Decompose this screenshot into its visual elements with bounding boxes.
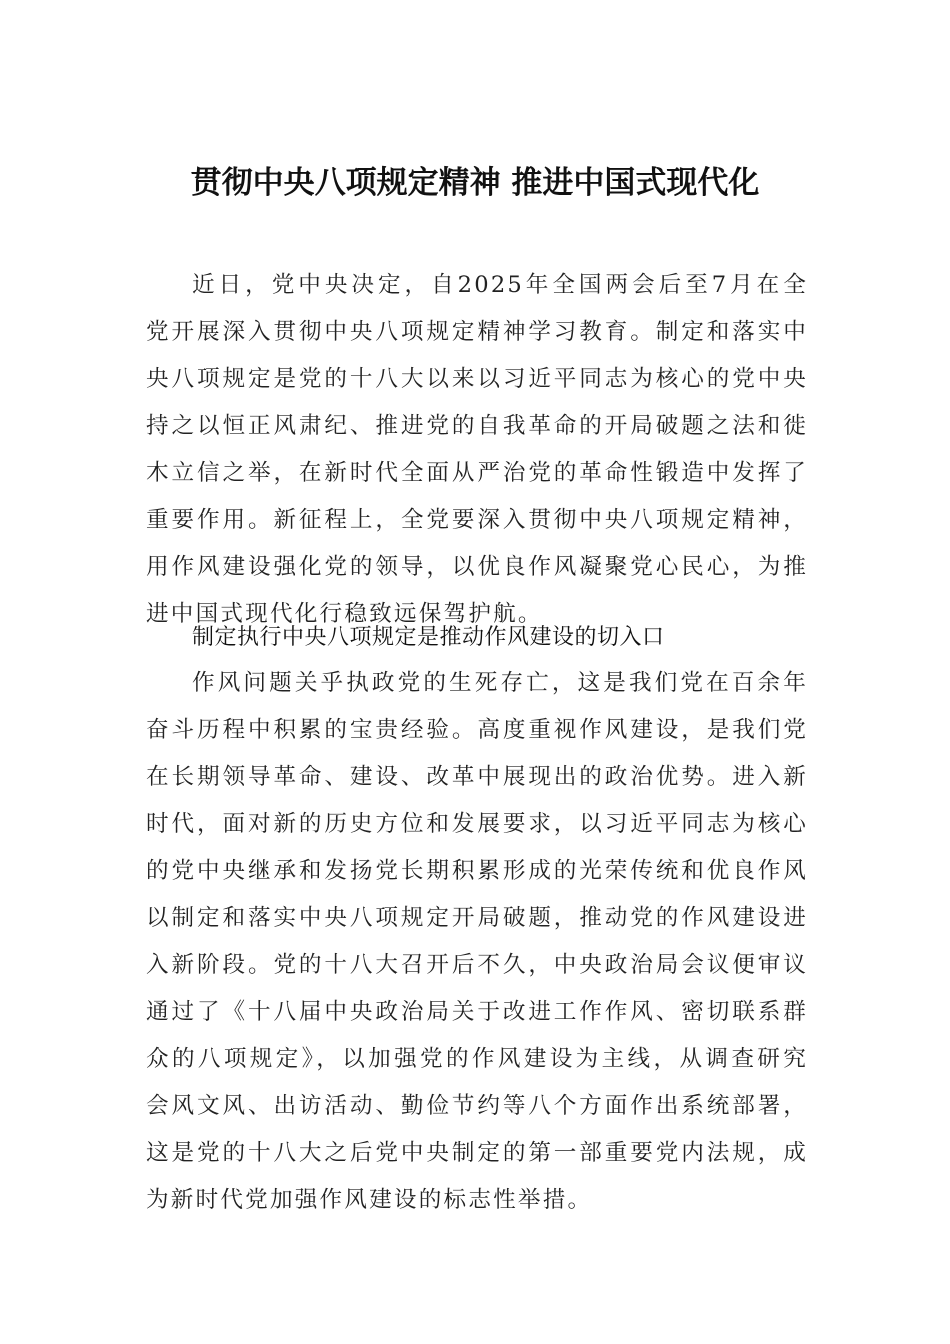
paragraph-line: 的党中央继承和发扬党长期积累形成的光荣传统和优良作风 [146, 858, 808, 884]
section-heading: 制定执行中央八项规定是推动作风建设的切入口 [192, 625, 665, 650]
paragraph-line: 以制定和落实中央八项规定开局破题，推动党的作风建设进 [146, 905, 808, 931]
paragraph-2 [146, 660, 808, 1224]
document-title: 贯彻中央八项规定精神 推进中国式现代化 [190, 165, 760, 201]
paragraph-line: 为新时代党加强作风建设的标志性举措。 [146, 1187, 593, 1213]
paragraph-line: 近日，党中央决定，自2025年全国两会后至7月在全 [192, 272, 808, 298]
paragraph-line: 通过了《十八届中央政治局关于改进工作作风、密切联系群 [146, 999, 808, 1025]
paragraph-line: 时代，面对新的历史方位和发展要求，以习近平同志为核心 [146, 811, 808, 837]
paragraph-line: 众的八项规定》，以加强党的作风建设为主线，从调查研究 [146, 1046, 808, 1072]
paragraph-line: 重要作用。新征程上，全党要深入贯彻中央八项规定精神， [146, 507, 808, 533]
paragraph-line: 木立信之举，在新时代全面从严治党的革命性锻造中发挥了 [146, 460, 808, 486]
paragraph-line: 在长期领导革命、建设、改革中展现出的政治优势。进入新 [146, 764, 808, 790]
paragraph-line: 会风文风、出访活动、勤俭节约等八个方面作出系统部署， [146, 1093, 808, 1119]
paragraph-line: 作风问题关乎执政党的生死存亡，这是我们党在百余年 [192, 670, 808, 696]
paragraph-line: 入新阶段。党的十八大召开后不久，中央政治局会议便审议 [146, 952, 808, 978]
paragraph-line: 央八项规定是党的十八大以来以习近平同志为核心的党中央 [146, 366, 808, 392]
paragraph-line: 用作风建设强化党的领导，以优良作风凝聚党心民心，为推 [146, 554, 808, 580]
paragraph-line: 党开展深入贯彻中央八项规定精神学习教育。制定和落实中 [146, 319, 808, 345]
paragraph-line: 进中国式现代化行稳致远保驾护航。 [146, 601, 543, 627]
paragraph-line: 这是党的十八大之后党中央制定的第一部重要党内法规，成 [146, 1140, 808, 1166]
section-heading-block [146, 614, 808, 661]
paragraph-line: 持之以恒正风肃纪、推进党的自我革命的开局破题之法和徙 [146, 413, 808, 439]
paragraph-line: 奋斗历程中积累的宝贵经验。高度重视作风建设，是我们党 [146, 717, 808, 743]
paragraph-1 [146, 262, 808, 638]
